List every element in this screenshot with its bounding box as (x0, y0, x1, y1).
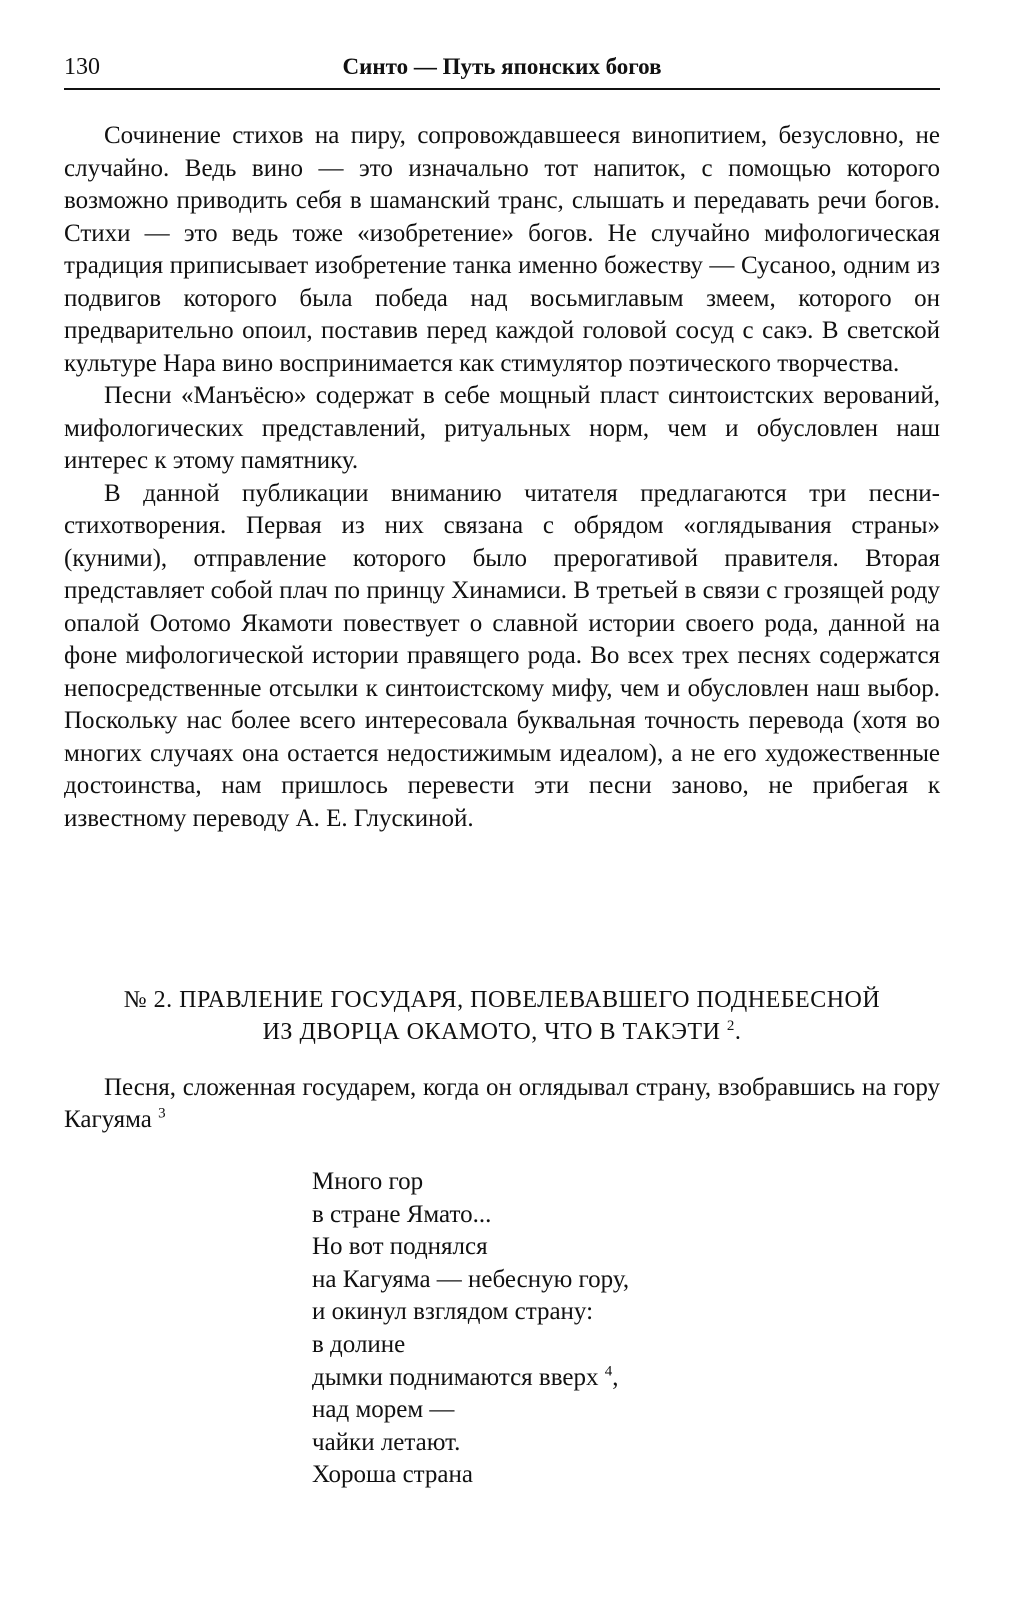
poem-line: Много гор (312, 1168, 424, 1195)
section-heading-period: . (734, 1019, 742, 1045)
running-title: Синто — Путь японских богов (342, 54, 662, 79)
poem-line: над морем — (312, 1396, 455, 1424)
poem-line: и окинул взглядом страну: (312, 1298, 594, 1326)
poem-line: на Кагуяма — небесную гору, (312, 1265, 630, 1293)
poem-line-comma: , (612, 1363, 619, 1391)
main-text (64, 120, 940, 835)
paragraph: Сочинение стихов на пиру, сопровождавшееся винопитием, безусловно, не случайно. Ведь вино — это изначально тот напиток, с помощью которого возможно приводить себя в шаманский транс, слышать и передавать речи богов. Стихи — это ведь тоже «изобретение» богов. Не случайно мифологическая традиция приписывает изобретение танка именно божеству — Сусаноо, одним из подвигов которого была победа над восьмиглавым змеем, которого он предварительно опоил, поставив перед каждой головой сосуд с сакэ. В светской культуре Нара вино воспринимается как стимулятор поэтического творчества. (64, 122, 940, 377)
paragraph: Песни «Манъёсю» содержат в себе мощный пласт синтоистских верований, мифологических представлений, ритуальных норм, чем и обусловлен наш интерес к этому памятнику. (64, 382, 940, 474)
poem-line: Но вот поднялся (312, 1233, 488, 1261)
section-heading-text: ИЗ ДВОРЦА ОКАМОТО, ЧТО В ТАКЭТИ (262, 1019, 721, 1045)
section-heading-line (64, 1016, 940, 1048)
page-number: 130 (64, 54, 100, 80)
footnote-ref: 3 (158, 1105, 166, 1122)
poem-line: в долине (312, 1330, 406, 1358)
section-heading-line: № 2. ПРАВЛЕНИЕ ГОСУДАРЯ, ПОВЕЛЕВАВШЕГО ПОДНЕБЕСНОЙ (123, 987, 881, 1013)
poem (312, 1166, 872, 1492)
poem-line-text: дымки поднимаются вверх (312, 1363, 599, 1391)
footnote-ref: 4 (604, 1363, 613, 1380)
poem-line: Хороша страна (312, 1461, 473, 1489)
page-header (64, 52, 940, 90)
poem-line (312, 1362, 872, 1395)
section-heading (64, 984, 940, 1048)
poem-intro (64, 1072, 940, 1136)
paragraph: В данной публикации вниманию читателя предлагаются три песни-стихотворения. Первая из них связана с обрядом «оглядывания страны» (куними), отправление которого было прерогативой правителя. Вторая представляет собой плач по принцу Хинамиси. В третьей в связи с грозящей роду опалой Оотомо Якамоти повествует о славной истории своего рода, данной на фоне мифологической истории правящего рода. Во всех трех песнях содержатся непосредственные отсылки к синтоистскому мифу, чем и обусловлен наш выбор. Поскольку нас более всего интересовала буквальная точность перевода (хотя во многих случаях она остается недостижимым идеалом), а не его художественные достоинства, нам пришлось перевести эти песни заново, не прибегая к известному переводу А. Е. Глускиной. (64, 479, 940, 832)
footnote-ref: 2 (726, 1018, 735, 1034)
poem-intro-text: Песня, сложенная государем, когда он оглядывал страну, взобравшись на гору Кагуяма (64, 1074, 940, 1133)
poem-line: в стране Ямато... (312, 1200, 492, 1228)
poem-line: чайки летают. (312, 1428, 461, 1456)
